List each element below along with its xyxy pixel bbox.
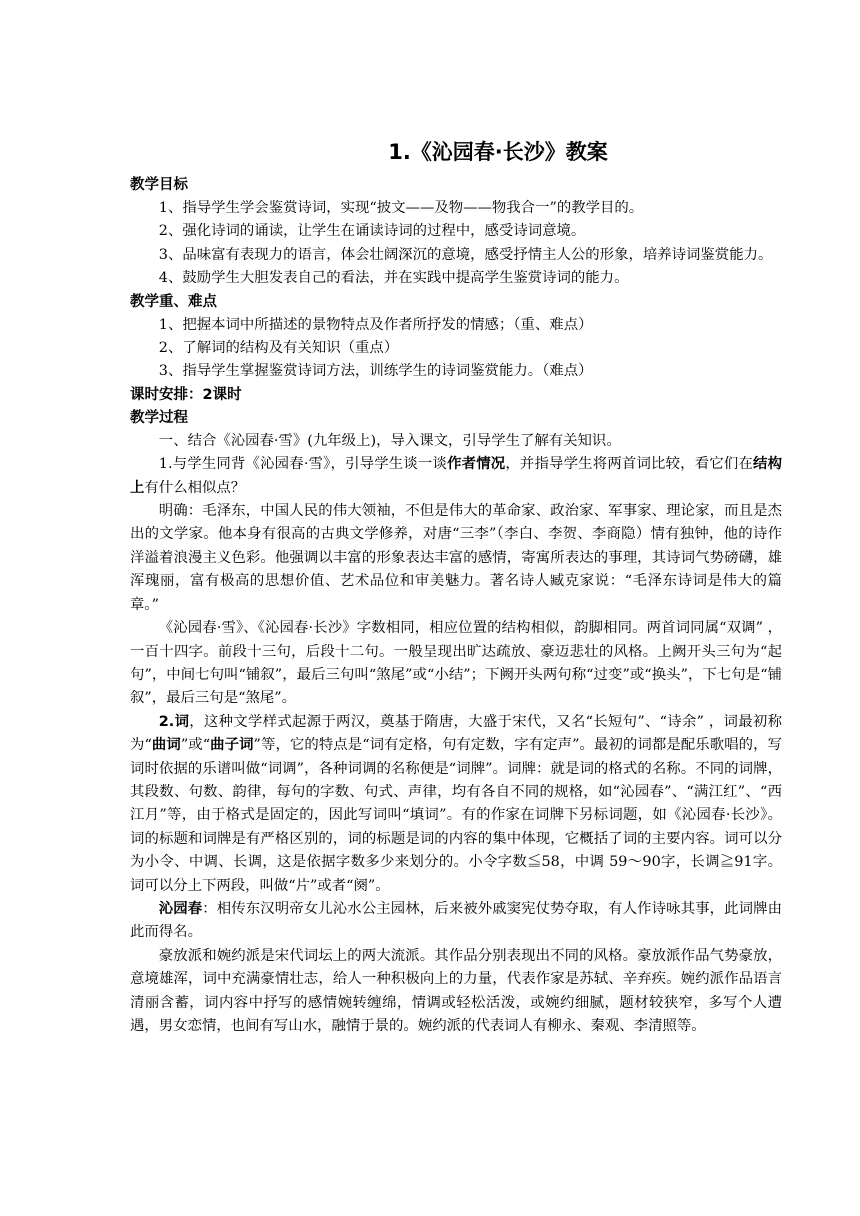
bold-term: 沁园春 xyxy=(158,900,203,917)
bold-term: 作者情况 xyxy=(447,456,506,473)
section-heading-key-points: 教学重、难点 xyxy=(130,293,217,310)
process-step-1 xyxy=(130,453,782,500)
bold-term: 结构上 xyxy=(130,456,782,496)
text-run: ，并指导学生将两首词比较，看它们在 xyxy=(505,456,754,473)
section-heading-process: 教学过程 xyxy=(130,409,188,426)
comparison-paragraph: 《沁园春·雪》、《沁园春·长沙》字数相同，相应位置的结构相似，韵脚相同。两首词同属“双调” ，一百十四字。前段十三句，后段十二句。一般呈现出旷达疏放、豪迈悲壮的风格。上阙开头三句为“起句”，中间七句叫“铺叙”，最后三句叫“煞尾”或“小结”；下阙开头两句称“过变”或“换头”，下七句是“铺叙”，最后三句是“煞尾”。 xyxy=(130,620,782,707)
bold-term: 曲词 xyxy=(151,737,181,754)
section-heading-objectives: 教学目标 xyxy=(130,177,188,193)
text-run: 有什么相似点？ xyxy=(144,479,246,496)
qinyuanchun-paragraph xyxy=(130,898,782,945)
bold-term: 曲子词 xyxy=(210,737,254,754)
text-run: ”或“ xyxy=(180,737,211,754)
author-paragraph: 明确：毛泽东，中国人民的伟大领袖，不但是伟大的革命家、政治家、军事家、理论家，而且是杰出的文学家。他本身有很高的古典文学修养，对唐“三李”（李白、李贺、李商隐）情有独钟，他的诗作洋溢着浪漫主义色彩。他强调以丰富的形象表达丰富的感情，寄寓所表达的事理，其诗词气势磅礴，雄浑瑰丽，富有极高的思想价值、艺术品位和审美魅力。著名诗人臧克家说：“毛泽东诗词是伟大的篇章。” xyxy=(130,503,782,613)
text-run: ：相传东汉明帝女儿沁水公主园林，后来被外戚窦宪仗势夺取，有人作诗咏其事，此词牌由此而得名。 xyxy=(130,900,782,941)
text-run: ，这种文学样式起源于两汉，奠基于隋唐，大盛于宋代，又名“长短句”、“诗余” ，词最初称为“ xyxy=(130,713,782,754)
objective-item: 4、鼓励学生大胆发表自己的看法，并在实践中提高学生鉴赏诗词的能力。 xyxy=(158,270,629,287)
objective-item: 1、指导学生学会鉴赏诗词，实现“披文——及物——物我合一”的教学目的。 xyxy=(158,200,644,216)
ci-paragraph xyxy=(130,711,782,898)
document-body xyxy=(130,134,782,1038)
schedule-heading: 课时安排：2课时 xyxy=(130,386,242,403)
bold-term: 2.词 xyxy=(158,713,190,730)
process-intro: 一、结合《沁园春·雪》(九年级上)，导入课文，引导学生了解有关知识。 xyxy=(158,432,621,449)
objective-item: 3、品味富有表现力的语言，体会壮阔深沉的意境，感受抒情主人公的形象，培养诗词鉴赏能力。 xyxy=(158,246,773,263)
key-point-item: 1、把握本词中所描述的景物特点及作者所抒发的情感；（重、难点） xyxy=(158,316,593,333)
objective-item: 2、强化诗词的诵读，让学生在诵读诗词的过程中，感受诗词意境。 xyxy=(158,223,586,240)
key-point-item: 2、了解词的结构及有关知识（重点） xyxy=(158,340,399,357)
text-run: 1.与学生同背《沁园春·雪》，引导学生谈一谈 xyxy=(158,456,448,473)
schools-paragraph: 豪放派和婉约派是宋代词坛上的两大流派。其作品分别表现出不同的风格。豪放派作品气势豪放，意境雄浑，词中充满豪情壮志，给人一种积极向上的力量，代表作家是苏轼、辛弃疾。婉约派作品语言清丽含蓄，词内容中抒写的感情婉转缠绵，情调或轻松活泼，或婉约细腻，题材较狭窄，多写个人遭遇，男女恋情，也间有写山水，融情于景的。婉约派的代表词人有柳永、秦观、李清照等。 xyxy=(130,947,782,1034)
page-title: 1.《沁园春·长沙》教案 xyxy=(388,140,608,164)
key-point-item: 3、指导学生掌握鉴赏诗词方法，训练学生的诗词鉴赏能力。（难点） xyxy=(158,363,593,380)
text-run: ”等，它的特点是“词有定格，句有定数，字有定声”。最初的词都是配乐歌唱的，写词时依据的乐谱叫做“词调”，各种词调的名称便是“词牌”。词牌：就是词的格式的名称。不同的词牌，其段数、句数、韵律，每句的字数、句式、声律，均有各自不同的规格，如“沁园春”、“满江红”、“西江月”等，由于格式是固定的，因此写词叫“填词”。有的作家在词牌下另标词题，如《沁园春·长沙》。词的标题和词牌是有严格区别的，词的标题是词的内容的集中体现，它概括了词的主要内容。词可以分为小令、中调、长调，这是依据字数多少来划分的。小令字数≦58，中调 59～90字，长调≧91字。词可以分上下两段，叫做“片”或者“阕”。 xyxy=(130,737,782,894)
